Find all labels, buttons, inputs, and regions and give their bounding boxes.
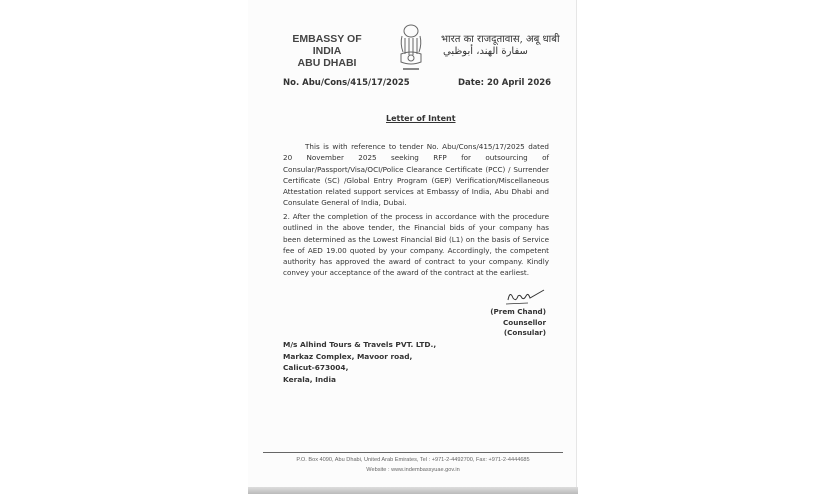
reference-number: No. Abu/Cons/415/17/2025 — [283, 78, 410, 88]
footer — [263, 455, 563, 475]
body-paragraph-2: 2. After the completion of the process in accordance with the procedure outlined in the above tender, the Financial bids of your company has been determined as the Lowest Financial Bid (L1) on the basis of Service fee of AED 19.00 quoted by your company. Accordingly, the competent authority has approved the award of contract to your company. Kindly convey your acceptance of the award of the contract at the earliest. — [283, 212, 549, 278]
body-paragraph-1: This is with reference to tender No. Abu/Cons/415/17/2025 dated 20 November 2025 seeking RFP for outsourcing of Consular/Passport/Visa/OCI/Police Clearance Certificate (PCC) / Surrender Certificate (SC) /Global Entry Program (GEP) Verification/Miscellaneous Attestation related support services at Embassy of India, Abu Dhabi and Consulate General of India, Dubai. — [283, 142, 549, 208]
addressee-line-4: Kerala, India — [283, 374, 336, 384]
signatory-name: (Prem Chand) — [490, 307, 546, 316]
embassy-name-line2: ABU DHABI — [297, 57, 357, 69]
addressee-line-2: Markaz Complex, Mavoor road, — [283, 351, 413, 361]
footer-address: P.O. Box 4090, Abu Dhabi, United Arab Emirates, Tel : +971-2-4492700, Fax: +971-2-4444685 — [296, 457, 530, 463]
signatory-block — [460, 307, 546, 339]
addressee-block — [283, 339, 436, 385]
signature-icon — [504, 286, 548, 308]
footer-divider — [263, 452, 563, 453]
addressee-line-1: M/s Alhind Tours & Travels PVT. LTD., — [283, 340, 437, 349]
addressee-line-3: Calicut-673004, — [283, 363, 349, 373]
letter-title: Letter of Intent — [386, 114, 456, 123]
letter-date: Date: 20 April 2026 — [458, 78, 552, 88]
signatory-designation: Counsellor (Consular) — [502, 317, 546, 337]
national-emblem-icon — [394, 22, 428, 76]
footer-website: Website : www.indembassyuae.gov.in — [366, 467, 460, 473]
embassy-name-english — [282, 33, 372, 69]
embassy-name-hindi: भारत का राजदूतावास, अबू धाबी — [441, 34, 560, 45]
embassy-name-arabic: سفارة الهند، أبوظبي — [443, 46, 528, 57]
embassy-name-line1: EMBASSY OF INDIA — [292, 33, 362, 57]
scan-edge — [248, 487, 578, 494]
